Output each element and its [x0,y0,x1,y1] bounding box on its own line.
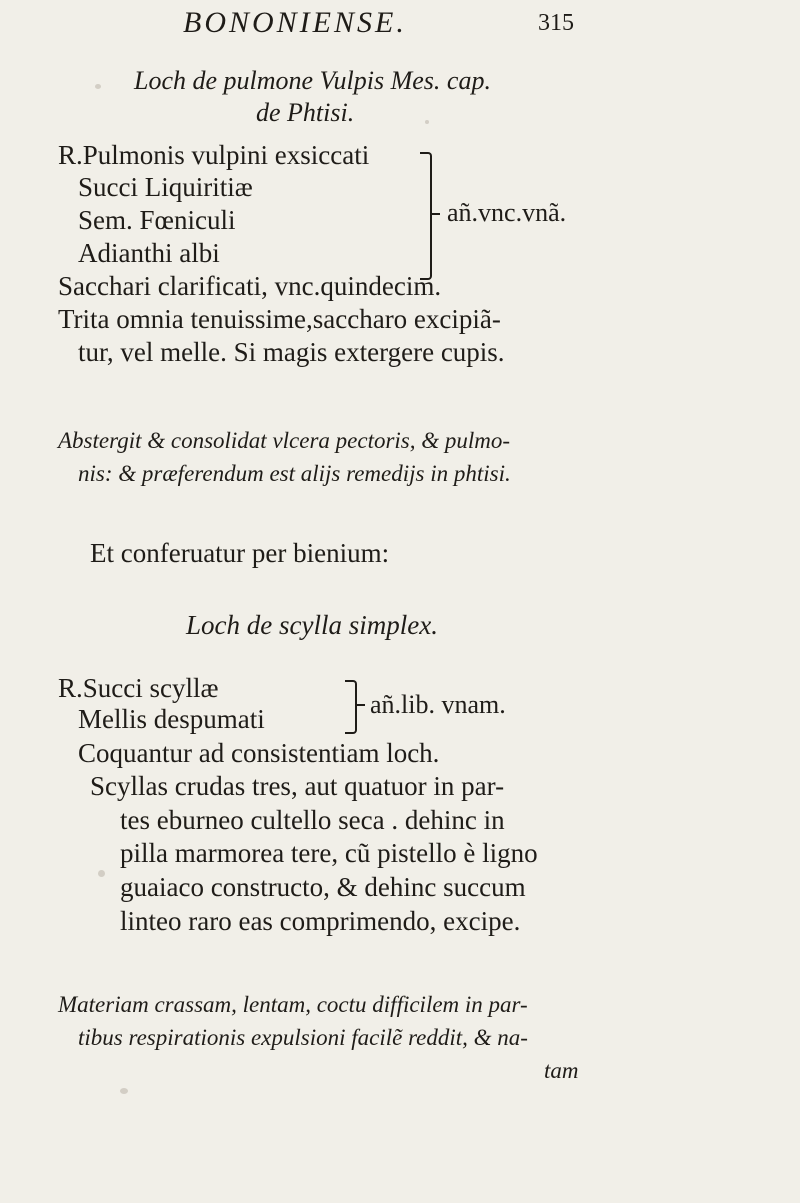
section-title-continued: de Phtisi. [256,98,355,127]
ingredient-line: Mellis despumati [78,704,265,734]
note-line: nis: & præferendum est alijs remedijs in phtisi. [78,461,511,486]
paper-speck [425,120,429,124]
text-line: pilla marmorea tere, cũ pistello è ligno [120,838,538,868]
catchword: tam [544,1058,579,1083]
ingredient-line: R.Succi scyllæ [58,673,219,703]
ingredient-line: Sem. Fœniculi [78,205,236,235]
brace-point [355,704,365,706]
paper-speck [95,84,101,89]
text-line: Coquantur ad consistentiam loch. [78,738,440,768]
page-number: 315 [538,10,574,36]
text-line: Sacchari clarificati, vnc.quindecim. [58,271,442,301]
text-line: tur, vel melle. Si magis extergere cupis. [78,337,505,367]
text-line: linteo raro eas comprimendo, excipe. [120,906,521,936]
ingredient-line: Adianthi albi [78,238,220,268]
paper-speck [98,870,105,877]
conservation-line: Et conferuatur per bienium: [90,538,390,568]
note-line: Abstergit & consolidat vlcera pectoris, & pulmo- [58,428,511,453]
note-line: tibus respirationis expulsioni facilẽ reddit, & na- [78,1025,528,1050]
text-line: guaiaco constructo, & dehinc succum [120,872,526,902]
section-title: Loch de scylla simplex. [186,610,438,640]
note-line: Materiam crassam, lentam, coctu difficilem in par- [58,992,528,1017]
text-line: Trita omnia tenuissime,saccharo excipiã- [58,304,501,334]
ingredient-line: Succi Liquiritiæ [78,172,253,202]
brace-point [430,213,440,215]
grouping-brace [420,152,432,280]
text-line: tes eburneo cultello seca . dehinc in [120,805,505,835]
paper-speck [120,1088,128,1094]
running-title: BONONIENSE. [183,6,407,39]
grouping-brace [345,680,357,734]
ingredient-line: R.Pulmonis vulpini exsiccati [58,140,370,170]
section-title: Loch de pulmone Vulpis Mes. cap. [134,66,491,95]
text-line: Scyllas crudas tres, aut quatuor in par- [90,771,505,801]
dosage: añ.vnc.vnã. [447,198,567,227]
dosage: añ.lib. vnam. [370,690,506,719]
